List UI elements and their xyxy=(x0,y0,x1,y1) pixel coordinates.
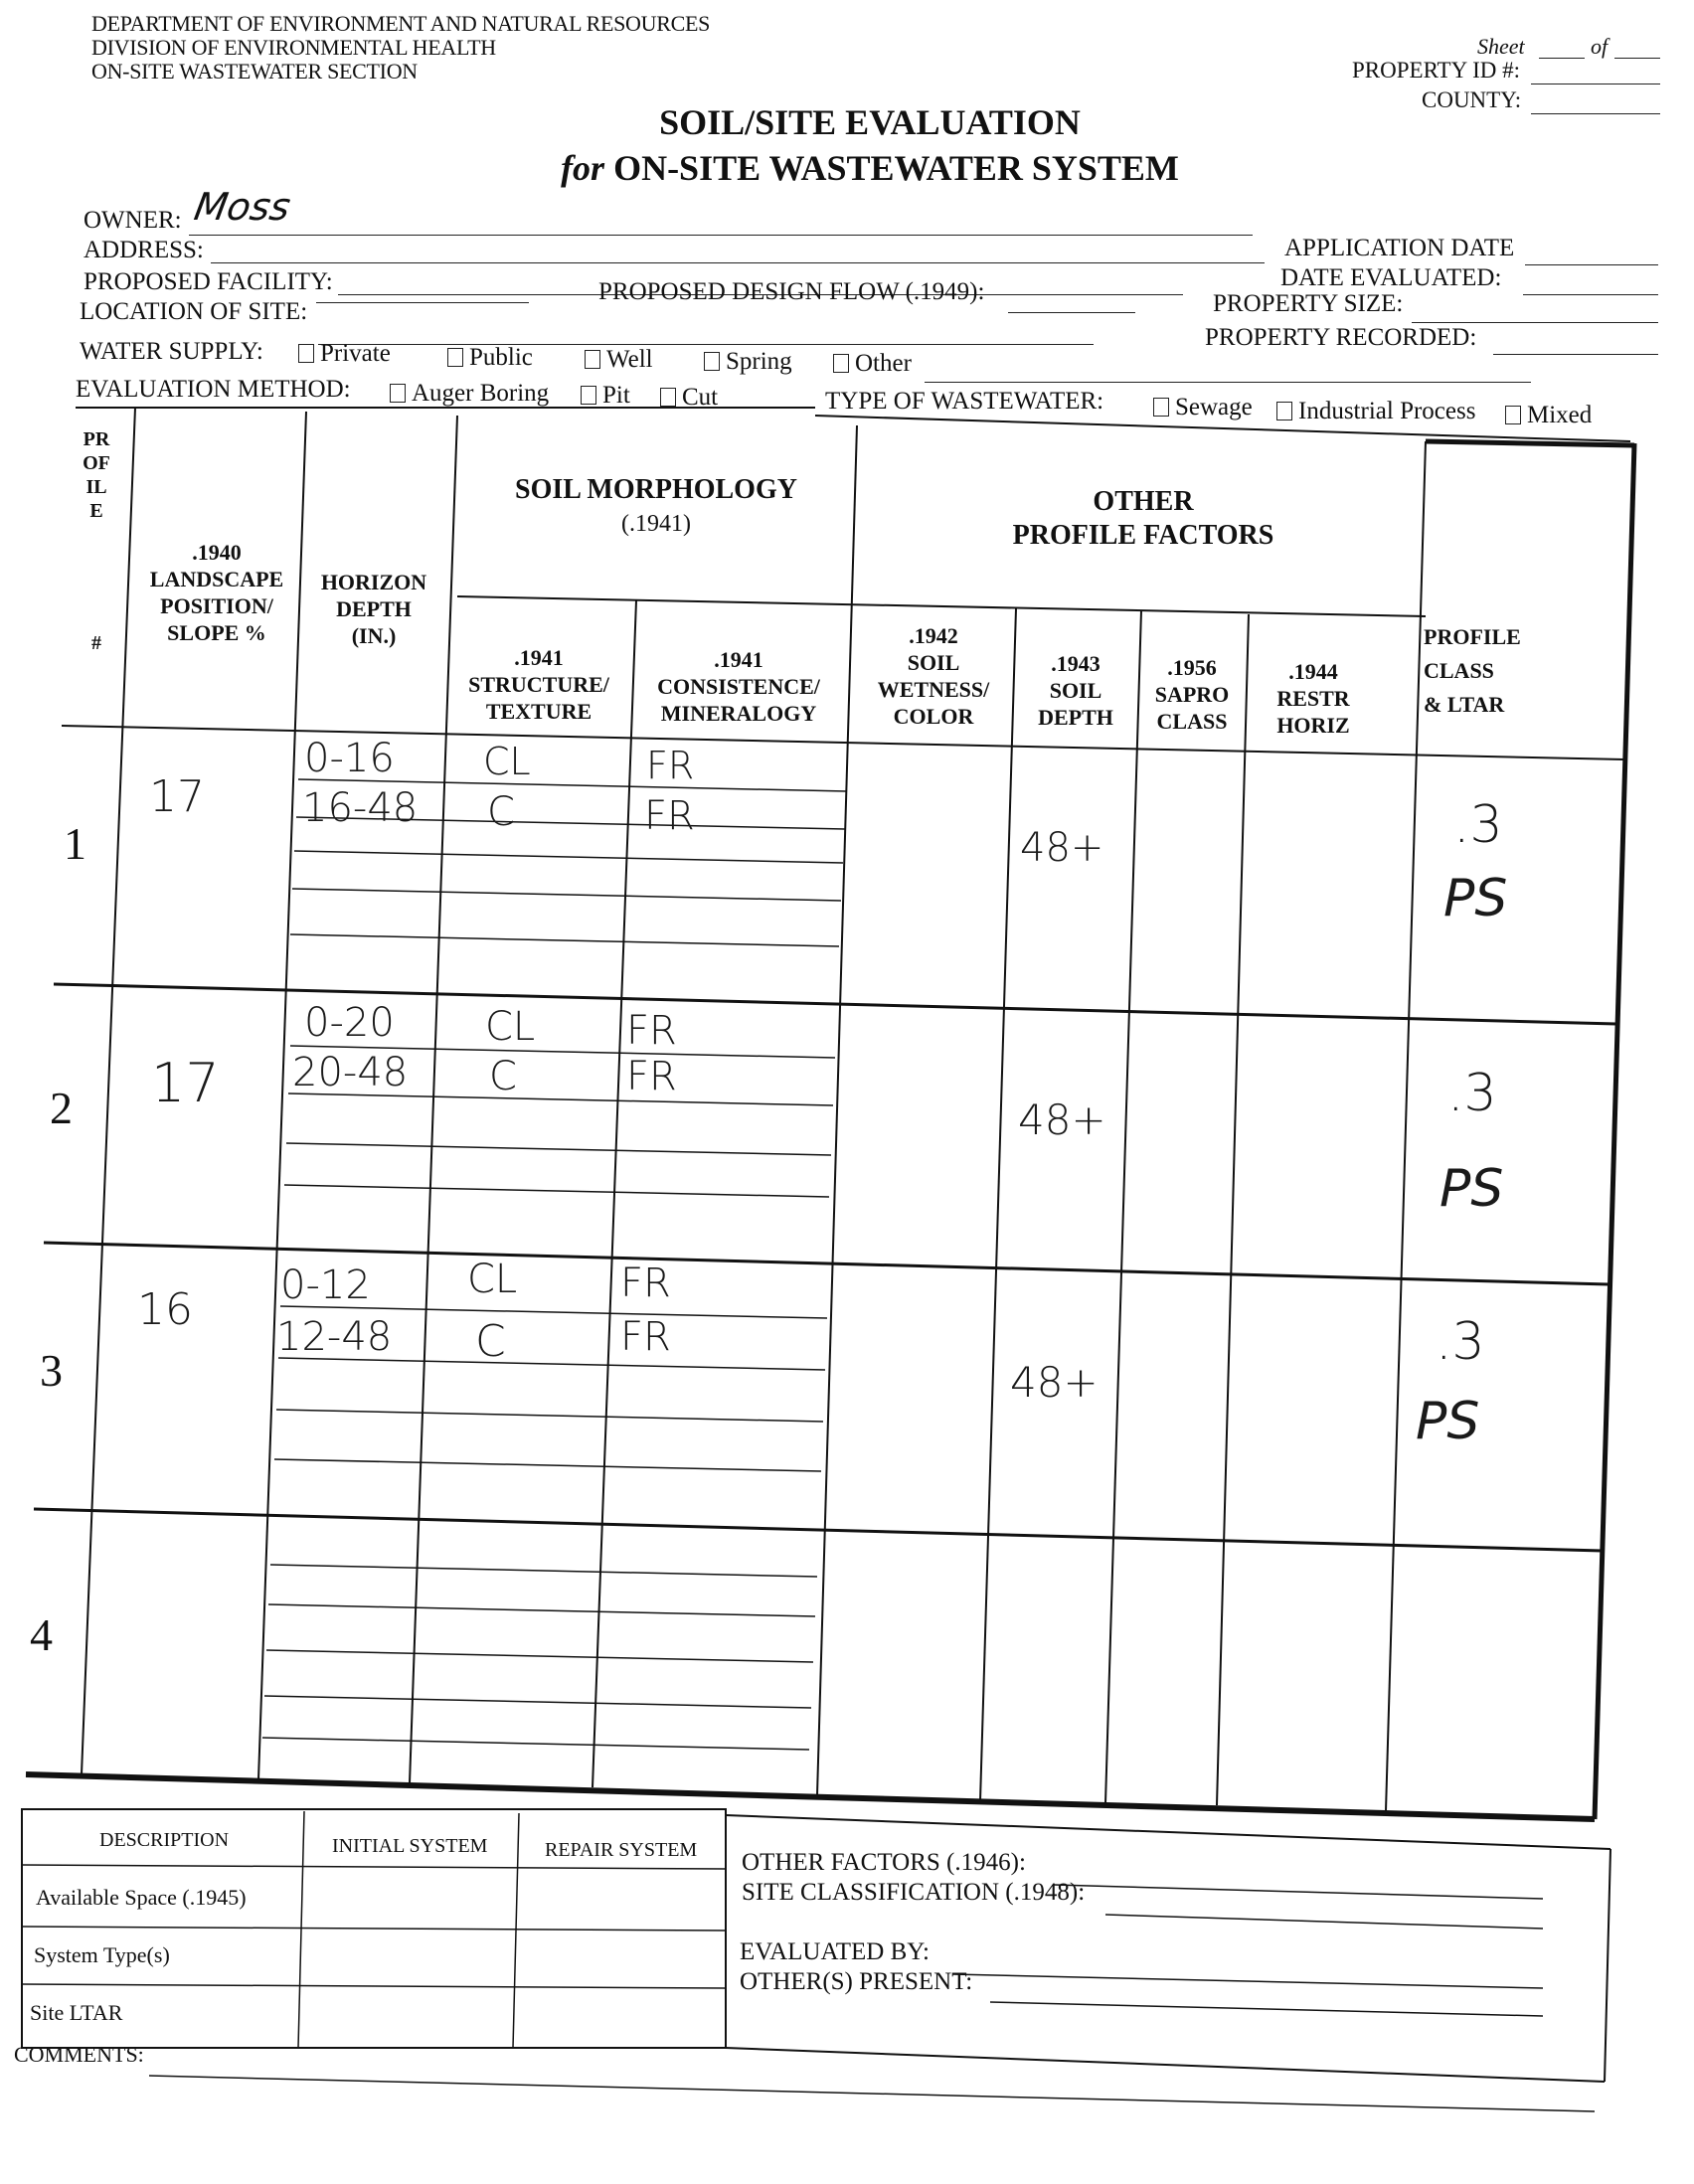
horizon-header-line: HORIZON xyxy=(320,570,427,594)
application-date-label: APPLICATION DATE xyxy=(1284,235,1515,261)
consistence-header-line: .1941 xyxy=(714,647,763,672)
profile-3-slope[interactable]: 16 xyxy=(137,1284,193,1335)
design-flow-label: PROPOSED DESIGN FLOW (.1949): xyxy=(598,278,985,305)
comments-label: COMMENTS: xyxy=(14,2042,144,2067)
restr-header-line: .1944 xyxy=(1288,659,1338,684)
restr-header-line: HORIZ xyxy=(1276,713,1350,738)
profile-2-depth-1[interactable]: 0-20 xyxy=(304,1000,395,1046)
site-classification-label: SITE CLASSIFICATION (.1948): xyxy=(742,1879,1086,1906)
profile-1-consistence-1[interactable]: FR xyxy=(646,744,695,787)
landscape-header-line: LANDSCAPE xyxy=(149,567,284,591)
property-recorded-label: PROPERTY RECORDED: xyxy=(1205,324,1477,351)
profile-3-depth-1[interactable]: 0-12 xyxy=(280,1262,371,1308)
address-label: ADDRESS: xyxy=(84,237,204,263)
sapro-header-line: .1956 xyxy=(1167,655,1217,680)
water-supply-label: WATER SUPPLY: xyxy=(80,338,263,365)
profile-2-soil-depth[interactable]: 48+ xyxy=(1018,1095,1106,1144)
profile-1-depth-1[interactable]: 0-16 xyxy=(304,736,395,781)
profile-2-texture-2[interactable]: C xyxy=(489,1054,517,1099)
profile-1-consistence-2[interactable]: FR xyxy=(644,793,695,839)
profile-3-depth-2[interactable]: 12-48 xyxy=(276,1314,393,1360)
profile-1-depth-2[interactable]: 16-48 xyxy=(302,785,419,831)
landscape-header-line: POSITION/ xyxy=(160,593,273,618)
others-present-label: OTHER(S) PRESENT: xyxy=(740,1968,973,1995)
option-label: Industrial Process xyxy=(1298,398,1476,424)
title-line-2: ON-SITE WASTEWATER SYSTEM xyxy=(613,148,1179,188)
profile-2-consistence-2[interactable]: FR xyxy=(626,1054,677,1099)
profile-2-texture-1[interactable]: CL xyxy=(485,1004,536,1050)
proposed-facility-label: PROPOSED FACILITY: xyxy=(84,268,333,295)
soil-depth-header-line: SOIL xyxy=(1049,678,1102,703)
profile-number-1: 1 xyxy=(64,818,86,869)
available-space-label: Available Space (.1945) xyxy=(36,1885,247,1910)
option-label: Spring xyxy=(726,348,792,375)
profile-number-2: 2 xyxy=(50,1083,73,1133)
profile-1-texture-1[interactable]: CL xyxy=(483,740,531,783)
evaluation-method-label: EVALUATION METHOD: xyxy=(76,376,351,403)
repair-system-header: REPAIR SYSTEM xyxy=(545,1839,698,1861)
option-label: Sewage xyxy=(1175,394,1253,420)
evaluated-by-label: EVALUATED BY: xyxy=(740,1938,930,1965)
owner-label: OWNER: xyxy=(84,207,182,234)
horizon-header-line: (IN.) xyxy=(351,623,397,648)
class-header-line: & LTAR xyxy=(1424,692,1505,717)
profile-3-texture-2[interactable]: C xyxy=(475,1316,506,1367)
soil-morph-line: SOIL MORPHOLOGY xyxy=(515,474,797,505)
sheet-label: Sheet xyxy=(1477,34,1525,59)
structure-header-line: .1941 xyxy=(514,645,564,670)
option-label: Auger Boring xyxy=(412,380,550,407)
option-label: Pit xyxy=(602,382,630,409)
title-for: for xyxy=(561,148,605,188)
profile-3-soil-depth[interactable]: 48+ xyxy=(1010,1358,1099,1407)
of-label: of xyxy=(1591,34,1609,59)
dept-line-2: DIVISION OF ENVIRONMENTAL HEALTH xyxy=(91,35,496,60)
option-label: Other xyxy=(855,350,912,377)
class-header-line: CLASS xyxy=(1424,658,1494,683)
property-size-label: PROPERTY SIZE: xyxy=(1213,290,1404,317)
class-header-line: PROFILE xyxy=(1424,624,1521,649)
profile-2-ltar[interactable]: .3 xyxy=(1447,1064,1497,1123)
horizon-header-line: DEPTH xyxy=(336,596,412,621)
option-label: Public xyxy=(469,344,533,371)
profile-2-class[interactable]: PS xyxy=(1440,1159,1504,1219)
profile-2-slope[interactable]: 17 xyxy=(151,1052,220,1114)
soil-depth-header-line: .1943 xyxy=(1051,651,1101,676)
profile-1-texture-2[interactable]: C xyxy=(487,789,515,835)
profile-number-4: 4 xyxy=(30,1609,53,1660)
wetness-header-line: .1942 xyxy=(909,623,958,648)
sapro-header-line: CLASS xyxy=(1156,709,1228,734)
profile-column-header: PROFILE xyxy=(83,428,110,522)
structure-header-line: STRUCTURE/ xyxy=(468,672,609,697)
location-label: LOCATION OF SITE: xyxy=(80,298,308,325)
wetness-header-line: COLOR xyxy=(893,704,974,729)
profile-3-consistence-2[interactable]: FR xyxy=(620,1314,671,1360)
profile-3-ltar[interactable]: .3 xyxy=(1436,1312,1485,1372)
landscape-header-line: .1940 xyxy=(192,540,242,565)
restr-header-line: RESTR xyxy=(1276,686,1350,711)
option-label: Private xyxy=(320,340,391,367)
property-id-label: PROPERTY ID #: xyxy=(1352,58,1521,83)
wetness-header-line: SOIL xyxy=(907,650,960,675)
profile-1-slope[interactable]: 17 xyxy=(149,771,205,822)
wastewater-type-label: TYPE OF WASTEWATER: xyxy=(825,388,1104,415)
profile-3-texture-1[interactable]: CL xyxy=(467,1257,518,1302)
soil-depth-header-line: DEPTH xyxy=(1038,705,1113,730)
sapro-header-line: SAPRO xyxy=(1154,682,1230,707)
soil-morph-line: (.1941) xyxy=(621,511,691,537)
other-header-line: PROFILE FACTORS xyxy=(1012,520,1274,551)
profile-1-ltar[interactable]: .3 xyxy=(1453,795,1503,855)
profile-2-consistence-1[interactable]: FR xyxy=(626,1008,677,1054)
option-label: Mixed xyxy=(1527,402,1593,428)
consistence-header-line: CONSISTENCE/ xyxy=(657,674,820,699)
other-header-line: OTHER xyxy=(1093,486,1194,517)
description-header: DESCRIPTION xyxy=(99,1829,230,1851)
initial-system-header: INITIAL SYSTEM xyxy=(332,1835,488,1857)
profile-number-3: 3 xyxy=(40,1345,63,1396)
profile-1-soil-depth[interactable]: 48+ xyxy=(1020,825,1104,871)
dept-line-3: ON-SITE WASTEWATER SECTION xyxy=(91,59,418,84)
structure-header-line: TEXTURE xyxy=(485,699,593,724)
profile-hash: # xyxy=(91,632,101,654)
owner-value[interactable]: Moss xyxy=(191,185,294,229)
profile-3-consistence-1[interactable]: FR xyxy=(620,1260,671,1306)
site-ltar-label: Site LTAR xyxy=(30,2000,123,2025)
consistence-header-line: MINERALOGY xyxy=(660,701,817,726)
option-label: Cut xyxy=(682,384,719,411)
landscape-header-line: SLOPE % xyxy=(167,620,266,645)
wetness-header-line: WETNESS/ xyxy=(877,677,990,702)
profile-1-class[interactable]: PS xyxy=(1443,869,1508,928)
option-label: Well xyxy=(606,346,653,373)
system-type-label: System Type(s) xyxy=(34,1942,170,1967)
county-label: COUNTY: xyxy=(1422,87,1522,112)
profile-2-depth-2[interactable]: 20-48 xyxy=(292,1050,409,1095)
date-evaluated-label: DATE EVALUATED: xyxy=(1280,264,1502,291)
page-title: SOIL/SITE EVALUATION xyxy=(659,102,1081,142)
profile-3-class[interactable]: PS xyxy=(1416,1392,1480,1451)
other-factors-label: OTHER FACTORS (.1946): xyxy=(742,1849,1026,1876)
dept-line-1: DEPARTMENT OF ENVIRONMENT AND NATURAL RESOURCES xyxy=(91,11,711,36)
